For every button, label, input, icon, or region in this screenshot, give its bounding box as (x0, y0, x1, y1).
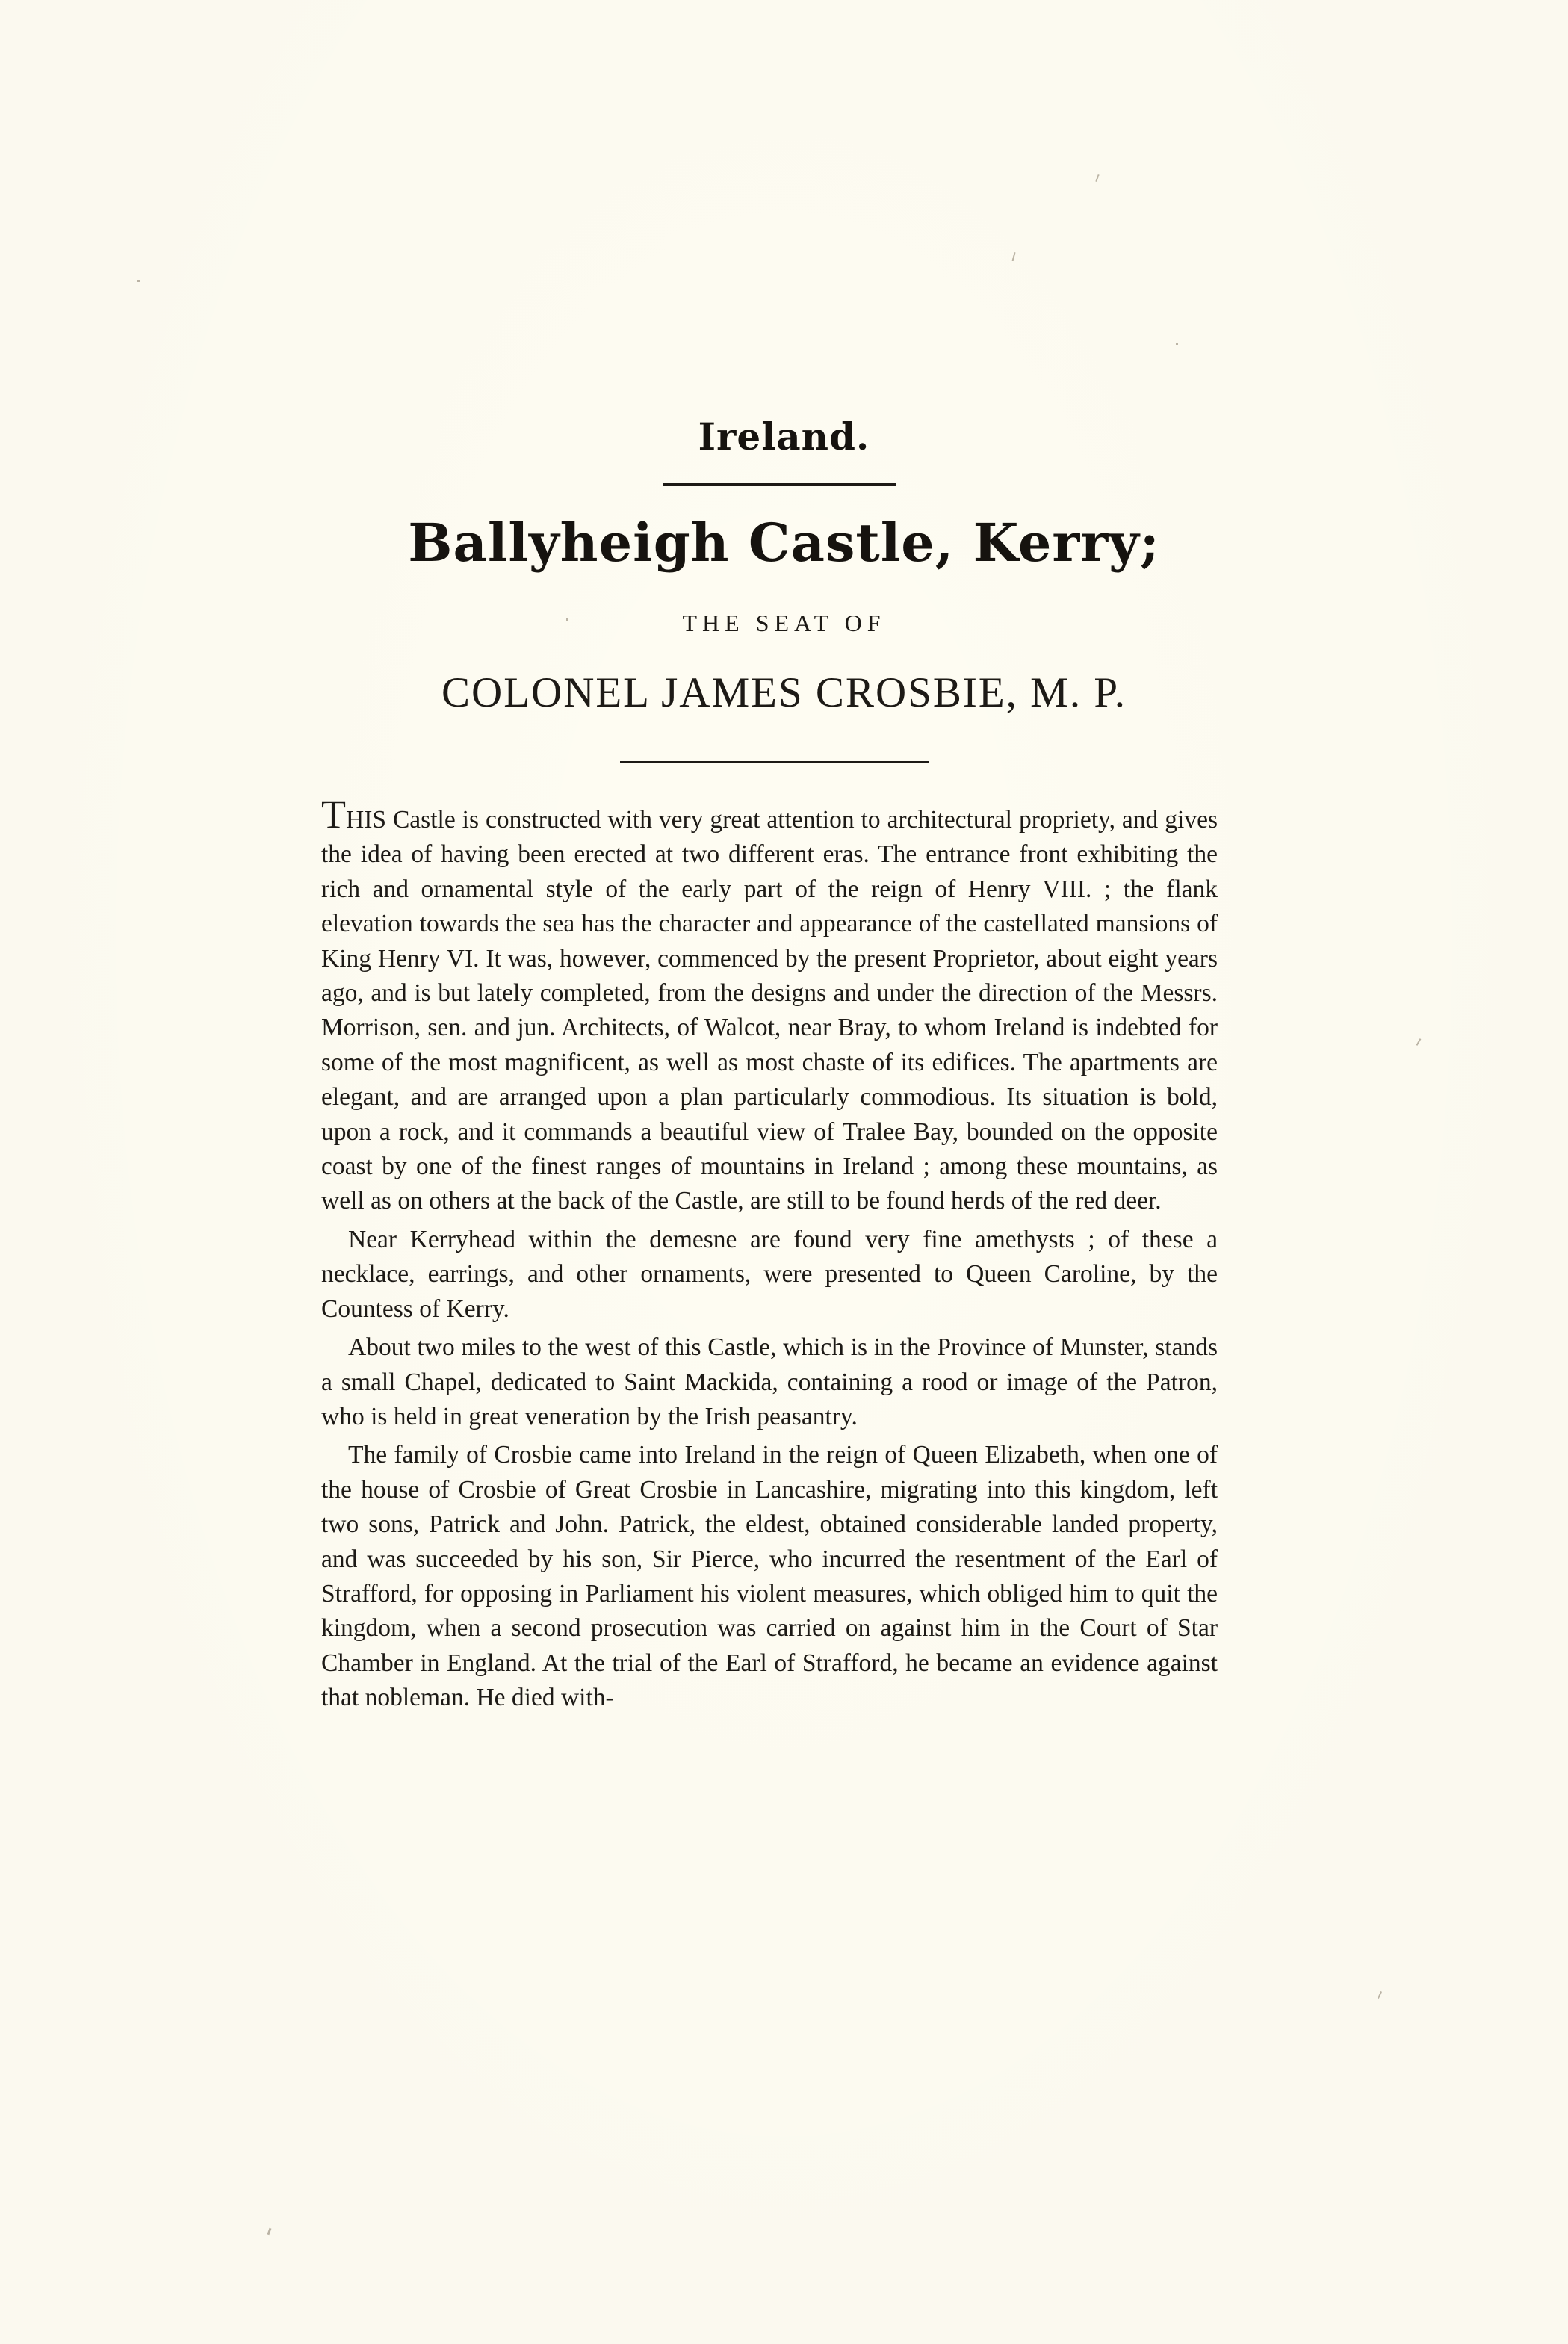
paper-speck (1095, 174, 1099, 182)
paragraph-3: About two miles to the west of this Castle, which is in the Province of Munster, stands a small Chapel, dedicated to Saint Mackida, containing a rood or image of the Patron, who is held in great veneration by the Irish peasantry. (321, 1333, 1218, 1430)
body-text (321, 792, 1218, 1716)
owner-name: COLONEL JAMES CROSBIE, M. P. (441, 669, 1127, 716)
paper-speck (1378, 1991, 1382, 1999)
country-heading: Ireland. (698, 415, 870, 459)
paragraph-1 (321, 792, 1218, 1219)
drop-cap: T (321, 792, 346, 837)
paper-speck (1176, 343, 1178, 345)
paper-speck (1416, 1038, 1422, 1046)
title-rule-bottom (620, 761, 929, 763)
paper-speck (566, 618, 568, 621)
paper-speck (267, 2228, 272, 2235)
paper-speck (137, 280, 140, 282)
page-title: Ballyheigh Castle, Kerry; (408, 512, 1160, 574)
subtitle-seat-of: THE SEAT OF (682, 610, 886, 636)
title-rule-top (663, 483, 896, 486)
paper-speck (1011, 252, 1015, 261)
paragraph-2: Near Kerryhead within the demesne are found very fine amethysts ; of these a necklace, earrings, and other ornaments, were presented to Queen Caroline, by the Countess of Kerry. (321, 1225, 1218, 1323)
paragraph-4: The family of Crosbie came into Ireland in the reign of Queen Elizabeth, when one of the house of Crosbie of Great Crosbie in Lancashire, migrating into this kingdom, left two sons, Patrick and John. Patrick, the eldest, obtained considerable landed property, and was succeeded by his son, Sir Pierce, who incurred the resentment of the Earl of Strafford, for opposing in Parliament his violent measures, which obliged him to quit the kingdom, when a second prosecution was carried on against him in the Court of Star Chamber in England. At the trial of the Earl of Strafford, he became an evidence against that nobleman. He died with- (321, 1441, 1218, 1712)
paragraph-1-text: HIS Castle is constructed with very great attention to architectural propriety, and gives the idea of having been erected at two different eras. The entrance front exhibiting the rich and ornamental style of the early part of the reign of Henry VIII. ; the flank elevation towards the sea has the character and appearance of the castellated mansions of King Henry VI. It was, however, commenced by the present Proprietor, about eight years ago, and is but lately completed, from the designs and under the direction of the Messrs. Morrison, sen. and jun. Architects, of Walcot, near Bray, to whom Ireland is indebted for some of the most magnificent, as well as most chaste of its edifices. The apartments are elegant, and are arranged upon a plan particularly commodious. Its situation is bold, upon a rock, and it commands a beautiful view of Tralee Bay, bounded on the opposite coast by one of the finest ranges of mountains in Ireland ; among these mountains, as well as on others at the back of the Castle, are still to be found herds of the red deer. (321, 806, 1218, 1215)
